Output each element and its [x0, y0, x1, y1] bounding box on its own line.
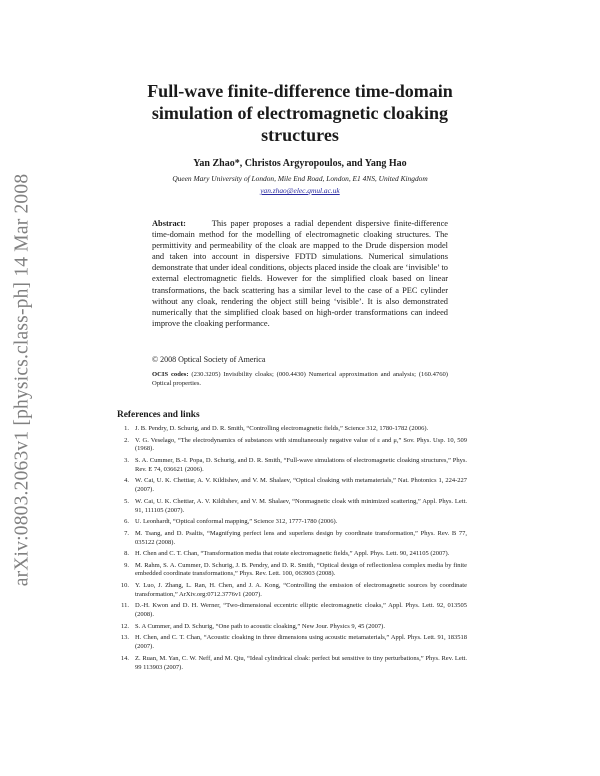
reference-number: 13.: [120, 634, 129, 642]
reference-number: 2.: [124, 436, 129, 444]
ocis-codes: [152, 370, 448, 389]
abstract: [152, 218, 448, 329]
arxiv-stamp-text: arXiv:0803.2063v1 [physics.class-ph] 14 Mar 2008: [11, 173, 33, 587]
reference-item: [117, 477, 467, 495]
reference-item: [117, 457, 467, 475]
authors: Yan Zhao*, Christos Argyropoulos, and Yang Hao: [193, 158, 407, 169]
paper-title: Full-wave finite-difference time-domain simulation of electromagnetic cloaking structures: [147, 81, 453, 145]
reference-text: W. Cai, U. K. Chettiar, A. V. Kildishev, and V. M. Shalaev, “Optical cloaking with metamaterials,” Nat. Photonics 1, 224-227 (2007).: [135, 477, 467, 494]
reference-item: [117, 425, 467, 434]
reference-number: 1.: [124, 425, 129, 432]
arxiv-stamp: [8, 150, 36, 610]
ocis-text: (230.3205) Invisibility cloaks; (000.4430) Numerical approximation and analysis; (160.4760) Optical properties.: [152, 371, 448, 388]
reference-number: 4.: [124, 477, 129, 485]
reference-item: [117, 562, 467, 580]
reference-item: [117, 602, 467, 620]
copyright: © 2008 Optical Society of America: [152, 355, 266, 364]
ocis-label: OCIS codes:: [152, 371, 189, 378]
reference-text: S. A Cummer, and D. Schurig, “One path to acoustic cloaking,” New Jour. Physics 9, 45 (2007).: [135, 622, 385, 630]
reference-item: [117, 550, 467, 559]
reference-number: 6.: [124, 518, 129, 526]
reference-number: 3.: [124, 456, 129, 464]
reference-text: M. Rahm, S. A. Cummer, D. Schurig, J. B. Pendry, and D. R. Smith, “Optical design of reflectionless complex media by finite embedded coordinate transformations,” Phys. Rev. Lett. 100, 063903 (2008).: [135, 561, 467, 578]
reference-item: [117, 530, 467, 548]
references-list: [117, 425, 467, 675]
reference-item: [117, 634, 467, 652]
reference-number: 14.: [120, 654, 129, 662]
reference-text: H. Chen, and C. T. Chan, “Acoustic cloaking in three dimensions using acoustic metamaterials,” Appl. Phys. Lett. 91, 183518 (2007).: [135, 634, 467, 651]
reference-number: 5.: [124, 497, 129, 505]
abstract-text: This paper proposes a radial dependent dispersive finite-difference time-domain method for the modelling of electromagnetic cloaking structures. The permittivity and permeability of the cloak are mapped to the Drude dispersion model and taken into account in dispersive FDTD simulations. Numerical simulations demonstrate that under ideal conditions, objects placed inside the cloak are ‘invisible’ to external electromagnetic fields. However for the simplified cloak based on linear transformations, the back scattering has a similar level to the case of a PEC cylinder without any cloak, rendering the object still being ‘visible’. It is also demonstrated numerically that the simplified cloak based on high-order transformations can indeed improve the cloaking performance.: [152, 219, 448, 328]
reference-number: 12.: [120, 622, 129, 630]
reference-text: W. Cai, U. K. Chettiar, A. V. Kildishev, and V. M. Shalaev, “Nonmagnetic cloak with minimized scattering,” Appl. Phys. Lett. 91, 111105 (2007).: [135, 497, 467, 514]
reference-number: 9.: [124, 561, 129, 569]
reference-item: [117, 582, 467, 600]
reference-text: Z. Ruan, M. Yan, C. W. Neff, and M. Qiu, “Ideal cylindrical cloak: perfect but sensitive to tiny perturbations,” Phys. Rev. Lett. 99 113903 (2007).: [135, 654, 467, 671]
reference-text: Y. Luo, J. Zhang, L. Ran, H. Chen, and J. A. Kong, “Controlling the emission of electromagnetic sources by coordinate transformation,” ArXiv.org:0712.3776v1 (2007).: [135, 581, 467, 598]
abstract-label: Abstract:: [152, 219, 186, 228]
reference-item: [117, 623, 467, 632]
reference-number: 7.: [124, 529, 129, 537]
email-link[interactable]: yan.zhao@elec.qmul.ac.uk: [260, 186, 340, 195]
reference-text: J. B. Pendry, D. Schurig, and D. R. Smith, “Controlling electromagnetic fields,” Science 312, 1780-1782 (2006).: [135, 425, 429, 432]
affiliation: Queen Mary University of London, Mile End Road, London, E1 4NS, United Kingdom: [172, 174, 428, 183]
reference-number: 8.: [124, 550, 129, 558]
reference-item: [117, 498, 467, 516]
reference-number: 10.: [120, 581, 129, 589]
reference-number: 11.: [121, 602, 129, 610]
references-heading: References and links: [117, 410, 200, 420]
reference-text: D.-H. Kwon and D. H. Werner, “Two-dimensional eccentric elliptic electromagnetic cloaks,” Appl. Phys. Lett. 92, 013505 (2008).: [135, 602, 467, 619]
reference-text: V. G. Veselago, “The electrodynamics of substances with simultaneously negative value of ε and μ,” Sov. Phys. Usp. 10, 509 (1968).: [135, 436, 467, 453]
reference-item: [117, 518, 467, 527]
reference-item: [117, 437, 467, 455]
email-line: [120, 186, 480, 195]
reference-text: H. Chen and C. T. Chan, “Transformation media that rotate electromagnetic fields,” Appl. Phys. Lett. 90, 241105 (2007).: [135, 550, 450, 558]
reference-text: S. A. Cummer, B.-I. Popa, D. Schurig, and D. R. Smith, “Full-wave simulations of electromagnetic cloaking structures,” Phys. Rev. E 74, 036621 (2006).: [135, 456, 467, 473]
reference-text: U. Leonhardt, “Optical conformal mapping,” Science 312, 1777-1780 (2006).: [135, 518, 338, 526]
reference-item: [117, 655, 467, 673]
reference-text: M. Tsang, and D. Psaltis, “Magnifying perfect lens and superlens design by coordinate transformation,” Phys. Rev. B 77, 035122 (2008).: [135, 529, 467, 546]
